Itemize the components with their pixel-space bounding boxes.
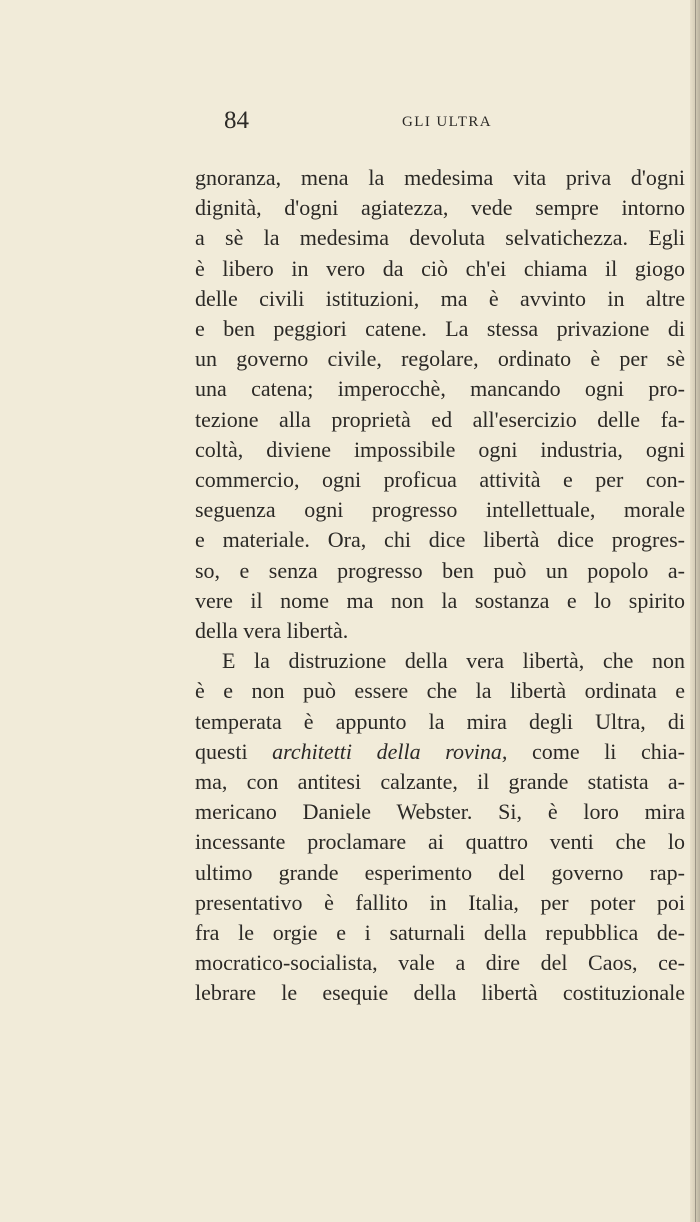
- italic-phrase: architetti della rovina,: [272, 738, 508, 764]
- text-segment: come li chia-: [507, 738, 685, 764]
- page-edge-line: [695, 0, 696, 1222]
- text-line: e ben peggiori catene. La stessa privazione di: [195, 316, 685, 342]
- text-segment: questi: [195, 738, 273, 764]
- body-text: [195, 163, 685, 1009]
- page-number: 84: [224, 107, 249, 134]
- text-line: mocratico-socialista, vale a dire del Caos, ce-: [195, 950, 685, 976]
- text-line: mericano Daniele Webster. Si, è loro mira: [195, 799, 685, 825]
- text-line: incessante proclamare ai quattro venti che lo: [195, 829, 685, 855]
- running-head: [224, 107, 492, 135]
- text-line: è libero in vero da ciò ch'ei chiama il giogo: [195, 255, 685, 281]
- text-line: so, e senza progresso ben può un popolo a-: [195, 557, 685, 583]
- text-line: un governo civile, regolare, ordinato è per sè: [195, 346, 685, 372]
- text-line: tezione alla proprietà ed all'esercizio delle fa-: [195, 406, 685, 432]
- text-line: [195, 737, 685, 767]
- text-line: gnoranza, mena la medesima vita priva d'ogni: [195, 165, 685, 190]
- text-line: delle civili istituzioni, ma è avvinto in altre: [195, 285, 685, 311]
- text-line: fra le orgie e i saturnali della repubblica de-: [195, 920, 685, 946]
- text-line: e materiale. Ora, chi dice libertà dice progres-: [195, 527, 685, 553]
- text-line: vere il nome ma non la sostanza e lo spirito: [195, 587, 685, 613]
- text-line: seguenza ogni progresso intellettuale, morale: [195, 497, 685, 523]
- text-line: ultimo grande esperimento del governo rap-: [195, 859, 685, 885]
- text-line: dignità, d'ogni agiatezza, vede sempre intorno: [195, 195, 685, 221]
- text-line: è e non può essere che la libertà ordinata e: [195, 678, 685, 704]
- text-line: temperata è appunto la mira degli Ultra, di: [195, 708, 685, 734]
- running-title: GLI ULTRA: [402, 114, 492, 130]
- text-line: ma, con antitesi calzante, il grande statista a-: [195, 769, 685, 795]
- text-line: a sè la medesima devoluta selvatichezza. Egli: [195, 225, 685, 251]
- text-line: coltà, diviene impossibile ogni industria, ogni: [195, 436, 685, 462]
- text-line: presentativo è fallito in Italia, per poter poi: [195, 889, 685, 915]
- text-line: della vera libertà.: [195, 618, 349, 644]
- text-line: E la distruzione della vera libertà, che non: [222, 648, 685, 674]
- text-line: lebrare le esequie della libertà costituzionale: [195, 980, 685, 1006]
- text-line: una catena; imperocchè, mancando ogni pro-: [195, 376, 685, 402]
- text-line: commercio, ogni proficua attività e per con-: [195, 467, 685, 493]
